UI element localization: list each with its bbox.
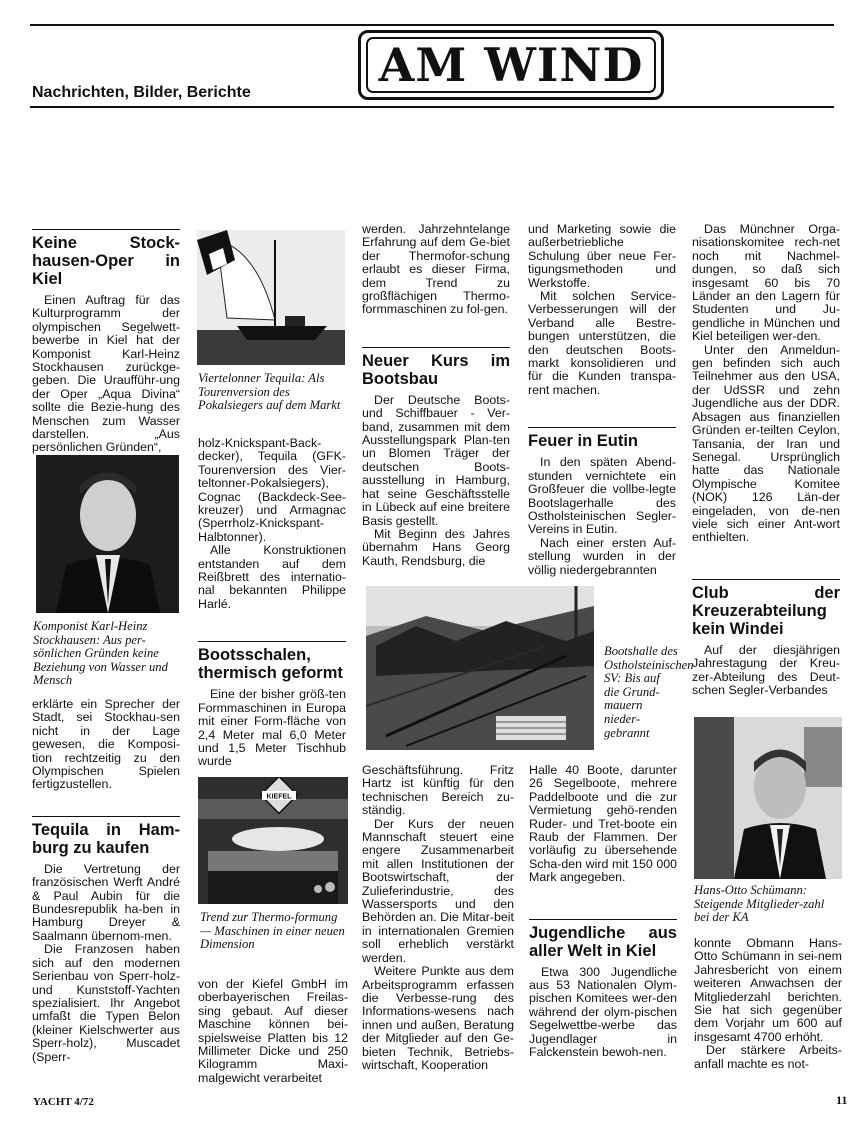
stockhausen-paragraph-1: Einen Auftrag für das Kulturprogramm der olympischen Segelwett-bewerbe in Kiel hat der Komponist Karl-Heinz Stockhausen zurückge-geben. Die Uraufführ-ung der Oper „Aqua Divina“ sollte die Bezie-hung des Menschen zum Wasser darstellen. „Aus persönlichen Gründen“,	[32, 293, 180, 455]
tequila-paragraph-4: Alle Konstruktionen entstanden auf dem Reißbrett des internatio-nal bekannten Philippe Harlé.	[198, 543, 346, 611]
column-3	[362, 223, 510, 568]
neuer-kurs-paragraph-1: Der Deutsche Boots- und Schiffbauer - Ver-band, zusammen mit dem Ausstellungspark Plan-ten un Blomen Träger der deutschen Boots-ausstellung in Hamburg, hat seine Geschäftsstelle in Lübeck auf eine breitere Basis gestellt.	[362, 392, 510, 528]
neuer-kurs-paragraph-4: Der Kurs der neuen Mannschaft steuert eine engere Zusammenarbeit mit allen Institutionen der Bootswirtschaft, der Zulieferindustrie, des Wassersports und den Behörden an. Die Mitar-beit in internationalen Gremien soll erheblich verstärkt werden.	[362, 816, 514, 965]
burned-boathouse-image	[366, 586, 594, 750]
sailboat-image	[197, 230, 345, 365]
headline-neuer-kurs: Neuer Kurs im Bootsbau	[362, 347, 510, 388]
tequila-paragraph-2: Die Franzosen haben sich auf den modernen Serienbau von Sperr-holz- und Kunststoff-Yachten spezialisiert. Ihr Angebot umfaßt die Typen Belon (kleiner Kielschwerter aus Sperr-holz), Muscadet (Sperr-	[32, 942, 180, 1064]
headline-bootsschalen: Bootsschalen, thermisch geformt	[198, 641, 346, 682]
tequila-sailboat-photo	[197, 230, 345, 365]
stockhausen-portrait-image	[36, 455, 179, 613]
am-wind-logo	[358, 30, 664, 100]
eutin-fire-caption: Bootshalle des Ostholsteinischen SV: Bis auf die Grund-mauern nieder-gebrannt	[604, 644, 694, 740]
club-paragraph-3: Der stärkere Arbeits-anfall machte es not-	[694, 1043, 842, 1071]
column-1	[32, 229, 180, 455]
tequila-paragraph-3: holz-Knickspant-Back-decker), Tequila (GFK-Tourenversion des Vier-teltonner-Pokalsiegers), Cognac (Backdeck-See-kreuzer) und Armagnac (Sperrholz-Knickspant-Halbtonner).	[198, 436, 346, 544]
header-bottom-rule	[30, 106, 834, 108]
feuer-paragraph-3: Halle 40 Boote, darunter 26 Segelboote, mehrere Paddelboote und die zur Vermietung gehö-renden Ruder- und Tret-boote ein Raub der Flammen. Der vorläufig zu übersehende Scha-den wird mit 150 000 Mark angegeben.	[529, 763, 677, 885]
column-2	[198, 437, 346, 769]
stockhausen-caption: Komponist Karl-Heinz Stockhausen: Aus per-sönlichen Gründen keine Beziehung von Wasser und Mensch	[33, 619, 168, 688]
thermoformung-caption: Trend zur Thermo-formung — Maschinen in einer neuen Dimension	[200, 910, 345, 952]
column-2-lower	[198, 978, 348, 1085]
bootsschalen-paragraph-2: von der Kiefel GmbH im oberbayerischen Freilas-sing gebaut. Auf dieser Maschine können bei-spielsweise Platten bis 12 Millimeter Dicke und 250 Kilogramm Maxi-malgewicht verarbeitet	[198, 977, 348, 1085]
column-1-lower	[32, 698, 180, 1064]
jugendliche-paragraph-3: Unter den Anmeldun-gen befinden sich auch Teilnehmer aus den USA, der UdSSR und zehn Jugendliche aus der DDR. Absagen aus finanziellen Gründen er-teilten Ceylon, Tansania, der Iran und Senegal. Ursprünglich hatte das Nationale Olympische Komitee (NOK) 126 Län-der eingeladen, von de-nen viele sich einer Ant-wort enthielten.	[692, 342, 840, 545]
header-top-rule	[30, 24, 834, 26]
kiefel-sign-text: KIEFEL	[266, 793, 292, 801]
headline-stockhausen: Keine Stock-hausen-Oper in Kiel	[32, 229, 180, 288]
bootsschalen-paragraph-3: werden. Jahrzehntelange Erfahrung auf dem Ge-biet der Thermofor-schung erlaubt es dieser Firma, dem Trend zu großflächigen Thermo-formmaschinen zu fol-gen.	[362, 222, 510, 317]
thermoforming-machine-image	[198, 777, 348, 904]
neuer-kurs-paragraph-7: Mit solchen Service-Verbesserungen will der Verband alle Bestre-bungen unterstützen, die den deutschen Boots-markt konsolidieren und für die Kunden transpa-rent machen.	[528, 289, 676, 397]
column-4-lower	[529, 764, 677, 1060]
headline-tequila: Tequila in Ham-burg zu kaufen	[32, 816, 180, 857]
eutin-fire-photo	[366, 586, 594, 750]
tequila-paragraph-1: Die Vertretung der französischen Werft André & Paul Aubin für die Bundesrepublik ha-ben in Hamburg Dreyer & Saalmann übernom-men.	[32, 861, 180, 943]
am-wind-logo-text: AM WIND	[366, 37, 656, 93]
feuer-paragraph-2: Nach einer ersten Auf-stellung wurden in der völlig niedergebrannten	[528, 535, 676, 577]
bootsschalen-paragraph-1: Eine der bisher größ-ten Formmaschinen in Europa mit einer Form-fläche von 2,4 Meter mal 6,0 Meter und 1,5 Meter Tischhub wurde	[198, 687, 346, 769]
neuer-kurs-paragraph-3: Geschäftsführung. Fritz Hartz ist künftig für den technischen Bereich zu-ständig.	[362, 763, 514, 818]
club-paragraph-1: Auf der diesjährigen Jahrestagung der Kreu-zer-Abteilung des Deut-schen Segler-Verbandes	[692, 642, 840, 697]
schuemann-photo	[694, 717, 842, 879]
headline-feuer-eutin: Feuer in Eutin	[528, 427, 676, 450]
footer-issue: YACHT 4/72	[33, 1096, 94, 1108]
schuemann-caption: Hans-Otto Schümann: Steigende Mitglieder-zahl bei der KA	[694, 883, 825, 925]
column-4	[528, 223, 676, 577]
section-tagline: Nachrichten, Bilder, Berichte	[32, 84, 251, 101]
club-paragraph-2: konnte Obmann Hans-Otto Schümann in sei-nem Jahresbericht von einem weiteren Anwachsen der Mitgliederzahl berichten. Sie hat sich gegenüber dem Vorjahr um 600 auf insgesamt 4700 erhöht.	[694, 936, 842, 1044]
column-5-lower	[694, 937, 842, 1071]
tequila-caption: Viertelonner Tequila: Als Tourenversion des Pokalsiegers auf dem Markt	[198, 371, 341, 413]
stockhausen-photo	[36, 455, 179, 613]
column-5	[692, 223, 840, 697]
stockhausen-paragraph-2: erklärte ein Sprecher der Stadt, sei Stockhau-sen nicht in der Lage gewesen, die Komposi-tion rechtzeitig zu den Olympischen Spielen fertigzustellen.	[32, 697, 180, 792]
neuer-kurs-paragraph-6: und Marketing sowie die außerbetriebliche Schulung über neue Fer-tigungsmethoden und Werkstoffe.	[528, 222, 676, 290]
footer-page-number: 11	[836, 1093, 848, 1107]
jugendliche-paragraph-1: Etwa 300 Jugendliche aus 53 Nationalen Olym-pischen Komitees wer-den während der olym-pischen Segelwettbe-werbe das Jugendlager in Falckenstein bewoh-nen.	[529, 964, 677, 1060]
headline-jugendliche: Jugendliche aus aller Welt in Kiel	[529, 919, 677, 960]
schuemann-portrait-image	[694, 717, 842, 879]
jugendliche-paragraph-2: Das Münchner Orga-nisationskomitee rech-net noch mit Nachmel-dungen, so daß sich insgesamt 60 bis 70 Länder an den Lagern für Studenten und Ju-gendliche in München und Kiel beteiligen wer-den.	[692, 222, 840, 344]
feuer-paragraph-1: In den späten Abend-stunden vernichtete ein Großfeuer die vollbe-legte Bootslagerhalle des Ostholsteinischen Segler-Vereins in Eutin.	[528, 455, 676, 537]
neuer-kurs-paragraph-5: Weitere Punkte aus dem Arbeitsprogramm erfassen die Verbesse-rung des Informations-wesens nach innen und außen, Beratung der Mitglieder auf den Ge-bieten Technik, Betriebs-wirtschaft, Kooperation	[362, 964, 514, 1072]
neuer-kurs-paragraph-2: Mit Beginn des Jahres übernahm Hans Georg Kauth, Rendsburg, die	[362, 526, 510, 568]
column-3-lower	[362, 764, 514, 1072]
headline-club-kreuzer: Club der Kreuzerabteilung kein Windei	[692, 579, 840, 638]
kiefel-machine-photo	[198, 777, 348, 904]
